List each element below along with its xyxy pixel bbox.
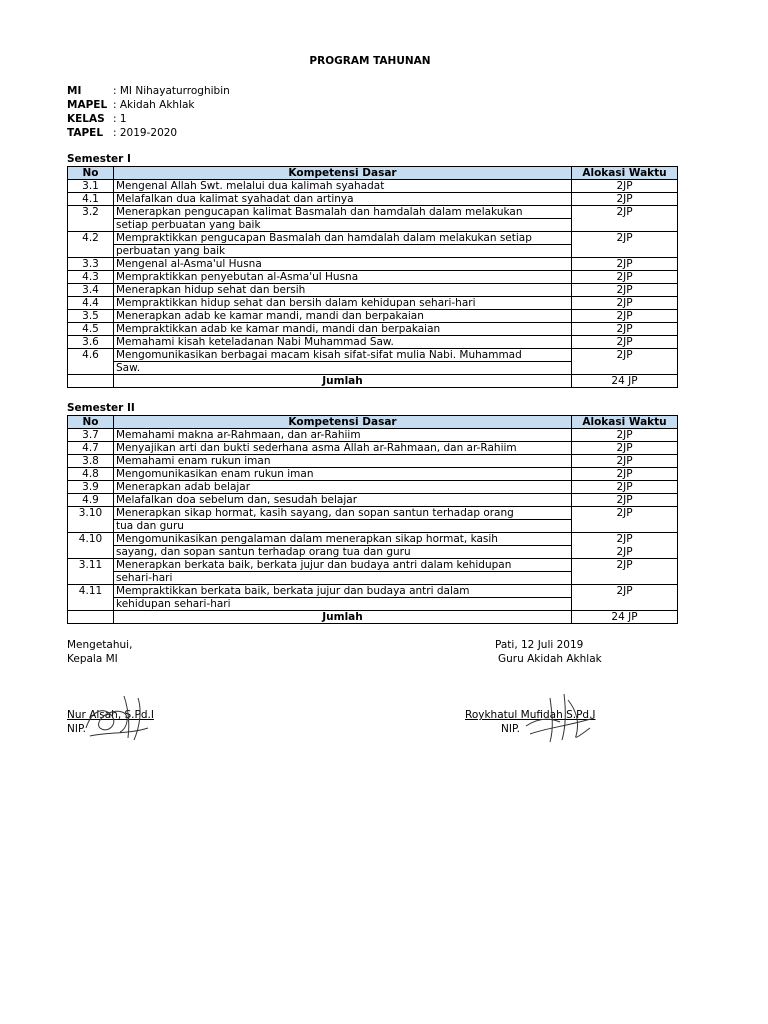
kd-number: 3.8 — [68, 455, 114, 468]
meta-label: MAPEL — [67, 99, 108, 111]
table-row — [68, 271, 678, 284]
table-row-continuation — [68, 546, 678, 559]
teacher-nip: NIP. — [501, 723, 520, 735]
approver-name: Nur Aisah, S.Pd.I — [67, 709, 154, 721]
kd-text-continued: sehari-hari — [114, 572, 572, 585]
table-row — [68, 349, 678, 362]
kd-number: 3.4 — [68, 284, 114, 297]
signature-block-right — [495, 638, 602, 666]
total-empty — [68, 375, 114, 388]
time-allocation: 2JP — [572, 481, 678, 494]
kd-text: Menyajikan arti dan bukti sederhana asma Allah ar-Rahmaan, dan ar-Rahiim — [114, 442, 572, 455]
kd-number: 4.8 — [68, 468, 114, 481]
kd-text: Mempraktikkan adab ke kamar mandi, mandi dan berpakaian — [114, 323, 572, 336]
kd-text: Menerapkan adab belajar — [114, 481, 572, 494]
meta-value: : 1 — [113, 113, 127, 125]
kd-number-empty — [68, 520, 114, 533]
table-header-row — [68, 167, 678, 180]
table-row-continuation — [68, 219, 678, 232]
total-label: Jumlah — [114, 375, 572, 388]
kd-number: 3.7 — [68, 429, 114, 442]
table-row — [68, 429, 678, 442]
kd-number-empty — [68, 362, 114, 375]
table-row-continuation — [68, 245, 678, 258]
table-row — [68, 284, 678, 297]
kd-text: Mengenal al-Asma'ul Husna — [114, 258, 572, 271]
meta-label: TAPEL — [67, 127, 104, 139]
meta-row-tapel — [67, 126, 230, 140]
total-empty — [68, 611, 114, 624]
signature-scribble-left — [78, 688, 158, 744]
kd-text: Mempraktikkan berkata baik, berkata jujur dan budaya antri dalam — [114, 585, 572, 598]
table-row-continuation — [68, 362, 678, 375]
teacher-role: Guru Akidah Akhlak — [498, 653, 602, 665]
table-row — [68, 336, 678, 349]
table-row — [68, 232, 678, 245]
kd-number: 4.3 — [68, 271, 114, 284]
kd-text-continued: kehidupan sehari-hari — [114, 598, 572, 611]
kd-text: Melafalkan dua kalimat syahadat dan artinya — [114, 193, 572, 206]
kd-text-continued: tua dan guru — [114, 520, 572, 533]
document-meta — [67, 84, 230, 140]
time-allocation: 2JP — [572, 349, 678, 362]
semester-2-table — [67, 415, 678, 624]
approver-nip: NIP. — [67, 723, 86, 735]
time-allocation: 2JP — [572, 336, 678, 349]
header-aw: Alokasi Waktu — [572, 416, 678, 429]
time-allocation — [572, 598, 678, 611]
time-allocation: 2JP — [572, 429, 678, 442]
header-kd: Kompetensi Dasar — [114, 167, 572, 180]
place-date: Pati, 12 Juli 2019 — [495, 639, 584, 651]
kd-text: Mengenal Allah Swt. melalui dua kalimah syahadat — [114, 180, 572, 193]
table-row — [68, 468, 678, 481]
teacher-name: Roykhatul Mufidah S.Pd.I — [465, 709, 596, 721]
time-allocation: 2JP — [572, 442, 678, 455]
page-title: PROGRAM TAHUNAN — [309, 55, 431, 67]
kd-number-empty — [68, 598, 114, 611]
time-allocation: 2JP — [572, 258, 678, 271]
kd-text: Mempraktikkan hidup sehat dan bersih dalam kehidupan sehari-hari — [114, 297, 572, 310]
time-allocation — [572, 572, 678, 585]
semester-2-rows — [68, 429, 678, 624]
kd-number: 3.5 — [68, 310, 114, 323]
kd-number: 4.6 — [68, 349, 114, 362]
time-allocation: 2JP — [572, 455, 678, 468]
kd-number: 3.1 — [68, 180, 114, 193]
time-allocation: 2JP — [572, 193, 678, 206]
kd-text-continued: setiap perbuatan yang baik — [114, 219, 572, 232]
table-header-row — [68, 416, 678, 429]
kd-text: Memahami makna ar-Rahmaan, dan ar-Rahiim — [114, 429, 572, 442]
time-allocation: 2JP — [572, 494, 678, 507]
kd-text: Menerapkan adab ke kamar mandi, mandi dan berpakaian — [114, 310, 572, 323]
kd-number: 3.6 — [68, 336, 114, 349]
kd-text: Mempraktikkan penyebutan al-Asma'ul Husna — [114, 271, 572, 284]
table-row — [68, 455, 678, 468]
total-value: 24 JP — [572, 375, 678, 388]
meta-row-mi — [67, 84, 230, 98]
time-allocation: 2JP — [572, 546, 678, 559]
kd-text-continued: Saw. — [114, 362, 572, 375]
time-allocation: 2JP — [572, 585, 678, 598]
meta-value: : 2019-2020 — [113, 127, 178, 139]
table-row — [68, 559, 678, 572]
table-row-continuation — [68, 520, 678, 533]
time-allocation: 2JP — [572, 180, 678, 193]
meta-row-kelas — [67, 112, 230, 126]
table-row — [68, 258, 678, 271]
total-row — [68, 611, 678, 624]
time-allocation — [572, 520, 678, 533]
kd-number-empty — [68, 572, 114, 585]
time-allocation: 2JP — [572, 559, 678, 572]
time-allocation: 2JP — [572, 271, 678, 284]
kd-number: 4.11 — [68, 585, 114, 598]
kd-number-empty — [68, 219, 114, 232]
table-row — [68, 533, 678, 546]
kd-number: 3.11 — [68, 559, 114, 572]
table-row — [68, 206, 678, 219]
kd-number-empty — [68, 245, 114, 258]
table-row — [68, 442, 678, 455]
time-allocation — [572, 362, 678, 375]
signature-scribble-right — [520, 688, 600, 744]
table-row — [68, 323, 678, 336]
header-kd: Kompetensi Dasar — [114, 416, 572, 429]
table-row-continuation — [68, 598, 678, 611]
time-allocation: 2JP — [572, 533, 678, 546]
kd-number: 3.9 — [68, 481, 114, 494]
table-row — [68, 507, 678, 520]
kd-text-continued: sayang, dan sopan santun terhadap orang tua dan guru — [114, 546, 572, 559]
meta-label: MI — [67, 85, 82, 97]
kd-number: 4.10 — [68, 533, 114, 546]
time-allocation: 2JP — [572, 284, 678, 297]
time-allocation: 2JP — [572, 468, 678, 481]
header-aw: Alokasi Waktu — [572, 167, 678, 180]
table-row — [68, 494, 678, 507]
semester-1-rows — [68, 180, 678, 388]
table-row — [68, 585, 678, 598]
kd-text: Mengomunikasikan berbagai macam kisah sifat-sifat mulia Nabi. Muhammad — [114, 349, 572, 362]
kd-number: 4.4 — [68, 297, 114, 310]
kd-number: 4.9 — [68, 494, 114, 507]
meta-row-mapel — [67, 98, 230, 112]
signature-block-left — [67, 638, 132, 666]
meta-label: KELAS — [67, 113, 105, 125]
kd-text: Mempraktikkan pengucapan Basmalah dan hamdalah dalam melakukan setiap — [114, 232, 572, 245]
kd-number: 3.3 — [68, 258, 114, 271]
kd-number: 4.2 — [68, 232, 114, 245]
table-row — [68, 297, 678, 310]
time-allocation: 2JP — [572, 297, 678, 310]
kd-text: Menerapkan pengucapan kalimat Basmalah dan hamdalah dalam melakukan — [114, 206, 572, 219]
kd-number: 3.2 — [68, 206, 114, 219]
meta-value: : MI Nihayaturroghibin — [113, 85, 230, 97]
table-row — [68, 310, 678, 323]
kd-number: 4.5 — [68, 323, 114, 336]
kd-text: Memahami kisah keteladanan Nabi Muhammad Saw. — [114, 336, 572, 349]
time-allocation: 2JP — [572, 323, 678, 336]
kd-text: Memahami enam rukun iman — [114, 455, 572, 468]
approver-role: Kepala MI — [67, 653, 118, 665]
time-allocation: 2JP — [572, 232, 678, 245]
table-row — [68, 193, 678, 206]
kd-number: 4.1 — [68, 193, 114, 206]
time-allocation: 2JP — [572, 507, 678, 520]
kd-text: Menerapkan berkata baik, berkata jujur dan budaya antri dalam kehidupan — [114, 559, 572, 572]
kd-number-empty — [68, 546, 114, 559]
time-allocation — [572, 219, 678, 232]
total-row — [68, 375, 678, 388]
time-allocation: 2JP — [572, 310, 678, 323]
kd-number: 3.10 — [68, 507, 114, 520]
time-allocation: 2JP — [572, 206, 678, 219]
table-row — [68, 481, 678, 494]
kd-text: Mengomunikasikan pengalaman dalam menerapkan sikap hormat, kasih — [114, 533, 572, 546]
semester-1-title: Semester I — [67, 153, 131, 165]
total-label: Jumlah — [114, 611, 572, 624]
kd-text-continued: perbuatan yang baik — [114, 245, 572, 258]
approval-label: Mengetahui, — [67, 639, 133, 651]
header-no: No — [68, 416, 114, 429]
meta-value: : Akidah Akhlak — [113, 99, 195, 111]
kd-text: Menerapkan sikap hormat, kasih sayang, dan sopan santun terhadap orang — [114, 507, 572, 520]
kd-text: Melafalkan doa sebelum dan, sesudah belajar — [114, 494, 572, 507]
total-value: 24 JP — [572, 611, 678, 624]
semester-2-title: Semester II — [67, 402, 135, 414]
table-row-continuation — [68, 572, 678, 585]
table-row — [68, 180, 678, 193]
kd-text: Menerapkan hidup sehat dan bersih — [114, 284, 572, 297]
time-allocation — [572, 245, 678, 258]
kd-number: 4.7 — [68, 442, 114, 455]
kd-text: Mengomunikasikan enam rukun iman — [114, 468, 572, 481]
header-no: No — [68, 167, 114, 180]
semester-1-table — [67, 166, 678, 388]
